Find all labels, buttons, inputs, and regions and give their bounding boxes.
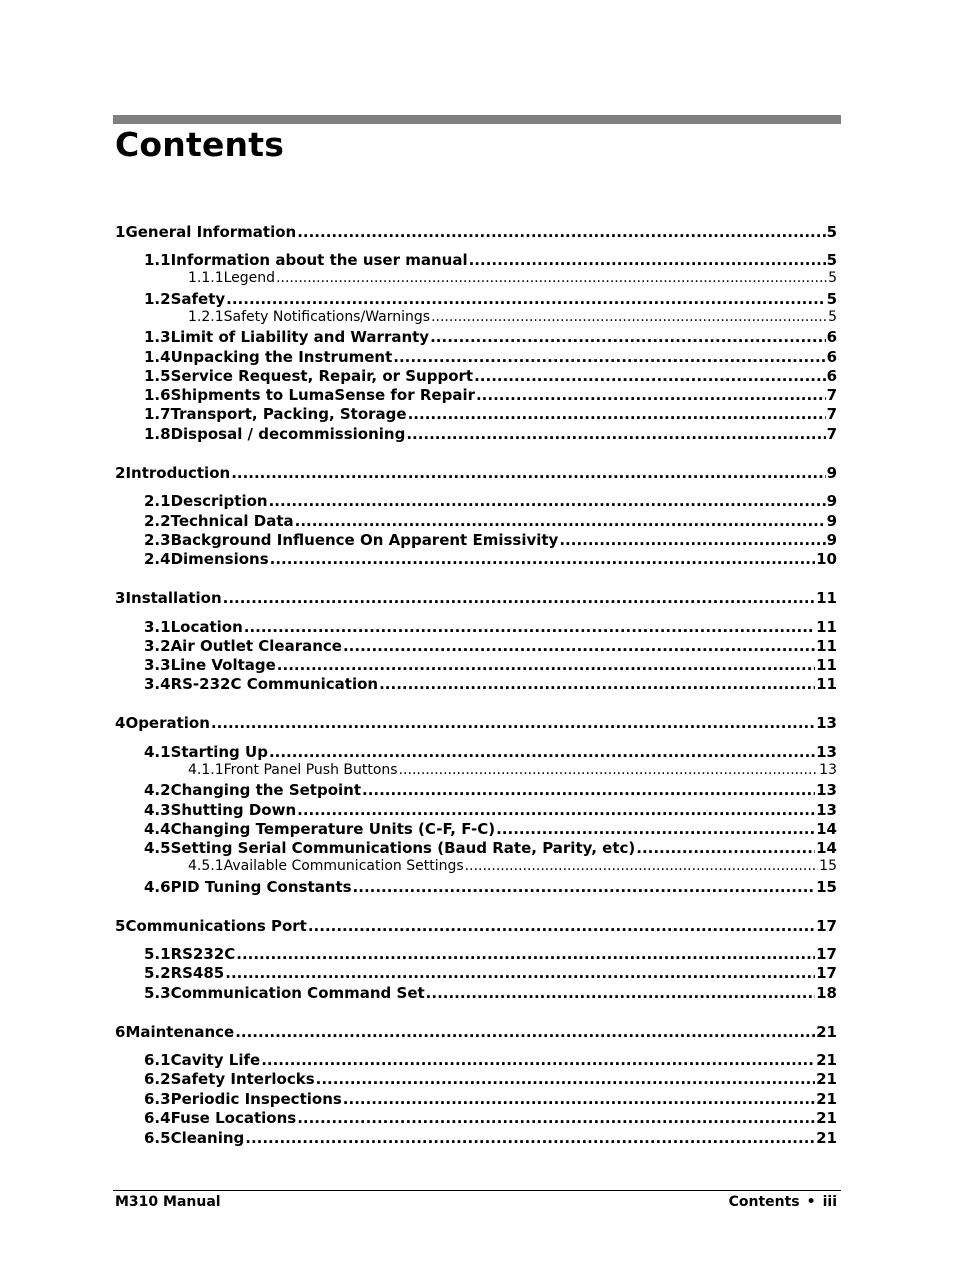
toc-entry-title: RS-232C Communication xyxy=(170,675,379,693)
toc-entry-title: Communications Port xyxy=(125,917,307,935)
toc-section-entry[interactable] xyxy=(144,820,837,838)
toc-entry-number: 3 xyxy=(115,589,126,607)
toc-entry-page: 11 xyxy=(816,589,837,607)
toc-entry-title: Safety Interlocks xyxy=(170,1070,315,1088)
footer-bullet: • xyxy=(806,1194,816,1210)
toc-dot-leader xyxy=(235,1023,815,1041)
toc-entry-page: 5 xyxy=(828,270,837,286)
toc-entry-number: 6.5 xyxy=(144,1129,171,1147)
toc-subsection-entry[interactable] xyxy=(188,309,837,325)
toc-dot-leader xyxy=(474,367,825,385)
toc-entry-number: 2.4 xyxy=(144,550,171,568)
toc-entry-number: 6.1 xyxy=(144,1051,171,1069)
toc-entry-page: 5 xyxy=(826,290,837,308)
toc-dot-leader xyxy=(226,290,825,308)
footer-section: Contents xyxy=(728,1194,800,1210)
toc-section-entry[interactable] xyxy=(144,251,837,269)
toc-dot-leader xyxy=(431,309,827,325)
toc-entry-page: 9 xyxy=(826,464,837,482)
toc-dot-leader xyxy=(244,618,815,636)
toc-section-entry[interactable] xyxy=(144,964,837,982)
toc-entry-page: 13 xyxy=(816,714,837,732)
toc-entry-title: RS232C xyxy=(170,945,236,963)
toc-entry-number: 4.1.1 xyxy=(188,762,224,778)
toc-entry-title: Technical Data xyxy=(170,512,294,530)
toc-entry-title: Information about the user manual xyxy=(170,251,468,269)
toc-entry-number: 4.2 xyxy=(144,781,171,799)
toc-dot-leader xyxy=(297,223,825,241)
toc-entry-title: Changing Temperature Units (C-F, F-C) xyxy=(170,820,496,838)
toc-entry-page: 18 xyxy=(816,984,837,1002)
toc-entry-number: 1 xyxy=(115,223,126,241)
toc-dot-leader xyxy=(469,251,826,269)
toc-section-entry[interactable] xyxy=(144,405,837,423)
toc-entry-number: 2.3 xyxy=(144,531,171,549)
toc-entry-page: 21 xyxy=(816,1090,837,1108)
toc-section-entry[interactable] xyxy=(144,984,837,1002)
toc-entry-number: 5 xyxy=(115,917,126,935)
toc-entry-page: 11 xyxy=(816,656,837,674)
toc-entry-page: 6 xyxy=(826,348,837,366)
toc-entry-title: Shipments to LumaSense for Repair xyxy=(170,386,475,404)
toc-dot-leader xyxy=(270,550,815,568)
toc-entry-page: 17 xyxy=(816,917,837,935)
toc-dot-leader xyxy=(343,1090,815,1108)
toc-section-entry[interactable] xyxy=(144,637,837,655)
footer-page-info xyxy=(729,1194,837,1210)
toc-entry-number: 5.3 xyxy=(144,984,171,1002)
toc-entry-title: Shutting Down xyxy=(170,801,297,819)
toc-entry-number: 5.2 xyxy=(144,964,171,982)
footer-rule xyxy=(113,1190,841,1191)
toc-entry-page: 13 xyxy=(819,762,837,778)
toc-dot-leader xyxy=(496,820,815,838)
toc-entry-title: Limit of Liability and Warranty xyxy=(170,328,430,346)
toc-section-entry[interactable] xyxy=(144,348,837,366)
toc-entry-number: 3.4 xyxy=(144,675,171,693)
toc-entry-page: 5 xyxy=(826,251,837,269)
toc-dot-leader xyxy=(297,1109,815,1127)
toc-entry-title: RS485 xyxy=(170,964,225,982)
toc-section-entry[interactable] xyxy=(144,290,837,308)
toc-entry-number: 4.3 xyxy=(144,801,171,819)
toc-entry-number: 1.8 xyxy=(144,425,171,443)
footer-page-number: iii xyxy=(822,1194,837,1210)
toc-entry-page: 9 xyxy=(826,531,837,549)
toc-entry-title: Location xyxy=(170,618,243,636)
toc-entry-number: 1.4 xyxy=(144,348,171,366)
toc-entry-number: 4.5.1 xyxy=(188,858,224,874)
toc-entry-page: 13 xyxy=(816,801,837,819)
toc-dot-leader xyxy=(426,984,815,1002)
toc-entry-title: Front Panel Push Buttons xyxy=(223,762,398,778)
toc-entry-title: Description xyxy=(170,492,268,510)
toc-entry-title: Air Outlet Clearance xyxy=(170,637,342,655)
toc-section-entry[interactable] xyxy=(144,1051,837,1069)
toc-subsection-entry[interactable] xyxy=(188,270,837,286)
toc-entry-number: 6.2 xyxy=(144,1070,171,1088)
toc-entry-page: 6 xyxy=(826,367,837,385)
toc-entry-page: 17 xyxy=(816,964,837,982)
toc-entry-page: 21 xyxy=(816,1051,837,1069)
toc-entry-title: Fuse Locations xyxy=(170,1109,297,1127)
toc-entry-number: 3.2 xyxy=(144,637,171,655)
toc-entry-page: 5 xyxy=(826,223,837,241)
toc-section-entry[interactable] xyxy=(144,328,837,346)
toc-entry-number: 4.4 xyxy=(144,820,171,838)
toc-entry-number: 2.2 xyxy=(144,512,171,530)
toc-section-entry[interactable] xyxy=(144,878,837,896)
toc-entry-number: 3.1 xyxy=(144,618,171,636)
toc-dot-leader xyxy=(559,531,825,549)
toc-entry-title: Maintenance xyxy=(125,1023,235,1041)
toc-dot-leader xyxy=(295,512,826,530)
toc-entry-title: Transport, Packing, Storage xyxy=(170,405,407,423)
toc-entry-title: Service Request, Repair, or Support xyxy=(170,367,474,385)
page-title: Contents xyxy=(115,125,285,164)
toc-section-entry[interactable] xyxy=(144,675,837,693)
toc-dot-leader xyxy=(211,714,815,732)
toc-entry-title: Safety xyxy=(170,290,226,308)
toc-entry-page: 9 xyxy=(826,492,837,510)
toc-section-entry[interactable] xyxy=(144,512,837,530)
toc-entry-number: 1.1 xyxy=(144,251,171,269)
toc-dot-leader xyxy=(316,1070,816,1088)
toc-chapter-entry[interactable] xyxy=(115,917,837,935)
toc-entry-page: 17 xyxy=(816,945,837,963)
footer-manual-name: M310 Manual xyxy=(115,1194,221,1210)
toc-entry-title: Starting Up xyxy=(170,743,268,761)
toc-entry-number: 1.5 xyxy=(144,367,171,385)
toc-entry-number: 6.4 xyxy=(144,1109,171,1127)
toc-entry-number: 2 xyxy=(115,464,126,482)
toc-entry-page: 21 xyxy=(816,1070,837,1088)
toc-section-entry[interactable] xyxy=(144,492,837,510)
toc-entry-number: 4.1 xyxy=(144,743,171,761)
toc-dot-leader xyxy=(245,1129,815,1147)
toc-entry-page: 15 xyxy=(816,878,837,896)
toc-entry-number: 5.1 xyxy=(144,945,171,963)
toc-entry-page: 21 xyxy=(816,1129,837,1147)
toc-entry-page: 14 xyxy=(816,820,837,838)
toc-dot-leader xyxy=(269,492,826,510)
toc-entry-number: 3.3 xyxy=(144,656,171,674)
toc-dot-leader xyxy=(343,637,815,655)
toc-dot-leader xyxy=(379,675,815,693)
toc-entry-title: Setting Serial Communications (Baud Rate, Parity, etc) xyxy=(170,839,636,857)
toc-dot-leader xyxy=(297,801,815,819)
toc-entry-number: 4.6 xyxy=(144,878,171,896)
toc-dot-leader xyxy=(308,917,815,935)
toc-subsection-entry[interactable] xyxy=(188,762,837,778)
toc-dot-leader xyxy=(408,405,826,423)
toc-entry-title: PID Tuning Constants xyxy=(170,878,352,896)
toc-entry-number: 1.2 xyxy=(144,290,171,308)
toc-section-entry[interactable] xyxy=(144,531,837,549)
toc-entry-title: Cleaning xyxy=(170,1129,245,1147)
toc-entry-title: Safety Notifications/Warnings xyxy=(223,309,431,325)
toc-chapter-entry[interactable] xyxy=(115,1023,837,1041)
toc-entry-title: General Information xyxy=(125,223,297,241)
toc-entry-number: 2.1 xyxy=(144,492,171,510)
toc-section-entry[interactable] xyxy=(144,801,837,819)
toc-entry-number: 4.5 xyxy=(144,839,171,857)
toc-entry-number: 1.1.1 xyxy=(188,270,224,286)
toc-entry-title: Available Communication Settings xyxy=(223,858,464,874)
toc-dot-leader xyxy=(269,743,815,761)
toc-section-entry[interactable] xyxy=(144,781,837,799)
toc-entry-page: 10 xyxy=(816,550,837,568)
toc-entry-page: 21 xyxy=(816,1109,837,1127)
toc-section-entry[interactable] xyxy=(144,367,837,385)
toc-entry-page: 7 xyxy=(826,425,837,443)
toc-section-entry[interactable] xyxy=(144,425,837,443)
toc-chapter-entry[interactable] xyxy=(115,464,837,482)
toc-section-entry[interactable] xyxy=(144,1109,837,1127)
toc-dot-leader xyxy=(261,1051,815,1069)
toc-entry-number: 1.7 xyxy=(144,405,171,423)
toc-dot-leader xyxy=(277,656,815,674)
toc-entry-number: 6.3 xyxy=(144,1090,171,1108)
toc-dot-leader xyxy=(236,945,815,963)
toc-entry-title: Communication Command Set xyxy=(170,984,425,1002)
toc-entry-page: 14 xyxy=(816,839,837,857)
toc-dot-leader xyxy=(393,348,825,366)
toc-dot-leader xyxy=(399,762,819,778)
toc-entry-title: Cavity Life xyxy=(170,1051,261,1069)
toc-section-entry[interactable] xyxy=(144,743,837,761)
toc-section-entry[interactable] xyxy=(144,1129,837,1147)
toc-entry-page: 13 xyxy=(816,781,837,799)
toc-chapter-entry[interactable] xyxy=(115,223,837,241)
toc-entry-title: Line Voltage xyxy=(170,656,276,674)
toc-chapter-entry[interactable] xyxy=(115,589,837,607)
toc-dot-leader xyxy=(231,464,825,482)
toc-dot-leader xyxy=(276,270,827,286)
toc-entry-page: 5 xyxy=(828,309,837,325)
toc-entry-page: 21 xyxy=(816,1023,837,1041)
toc-entry-page: 15 xyxy=(819,858,837,874)
toc-entry-number: 1.3 xyxy=(144,328,171,346)
toc-section-entry[interactable] xyxy=(144,618,837,636)
toc-section-entry[interactable] xyxy=(144,550,837,568)
toc-chapter-entry[interactable] xyxy=(115,714,837,732)
toc-entry-number: 1.2.1 xyxy=(188,309,224,325)
toc-dot-leader xyxy=(362,781,815,799)
toc-dot-leader xyxy=(430,328,825,346)
toc-dot-leader xyxy=(223,589,816,607)
toc-section-entry[interactable] xyxy=(144,386,837,404)
toc-entry-title: Installation xyxy=(125,589,222,607)
toc-entry-page: 7 xyxy=(826,405,837,423)
toc-entry-title: Introduction xyxy=(125,464,231,482)
toc-entry-title: Dimensions xyxy=(170,550,269,568)
toc-entry-page: 6 xyxy=(826,328,837,346)
toc-dot-leader xyxy=(465,858,819,874)
toc-entry-number: 4 xyxy=(115,714,126,732)
toc-section-entry[interactable] xyxy=(144,945,837,963)
toc-entry-title: Operation xyxy=(125,714,210,732)
toc-dot-leader xyxy=(353,878,816,896)
toc-entry-page: 11 xyxy=(816,637,837,655)
toc-entry-title: Unpacking the Instrument xyxy=(170,348,393,366)
toc-entry-page: 11 xyxy=(816,675,837,693)
toc-section-entry[interactable] xyxy=(144,656,837,674)
toc-section-entry[interactable] xyxy=(144,1090,837,1108)
toc-dot-leader xyxy=(406,425,825,443)
toc-entry-number: 1.6 xyxy=(144,386,171,404)
toc-dot-leader xyxy=(225,964,815,982)
toc-subsection-entry[interactable] xyxy=(188,858,837,874)
toc-entry-title: Periodic Inspections xyxy=(170,1090,342,1108)
toc-entry-page: 7 xyxy=(826,386,837,404)
toc-section-entry[interactable] xyxy=(144,1070,837,1088)
toc-section-entry[interactable] xyxy=(144,839,837,857)
toc-dot-leader xyxy=(476,386,826,404)
toc-entry-title: Legend xyxy=(223,270,276,286)
toc-entry-page: 11 xyxy=(816,618,837,636)
toc-entry-page: 9 xyxy=(826,512,837,530)
toc-entry-title: Background Influence On Apparent Emissivity xyxy=(170,531,559,549)
toc-entry-title: Disposal / decommissioning xyxy=(170,425,406,443)
toc-entry-number: 6 xyxy=(115,1023,126,1041)
toc-entry-page: 13 xyxy=(816,743,837,761)
toc-entry-title: Changing the Setpoint xyxy=(170,781,362,799)
toc-dot-leader xyxy=(636,839,815,857)
